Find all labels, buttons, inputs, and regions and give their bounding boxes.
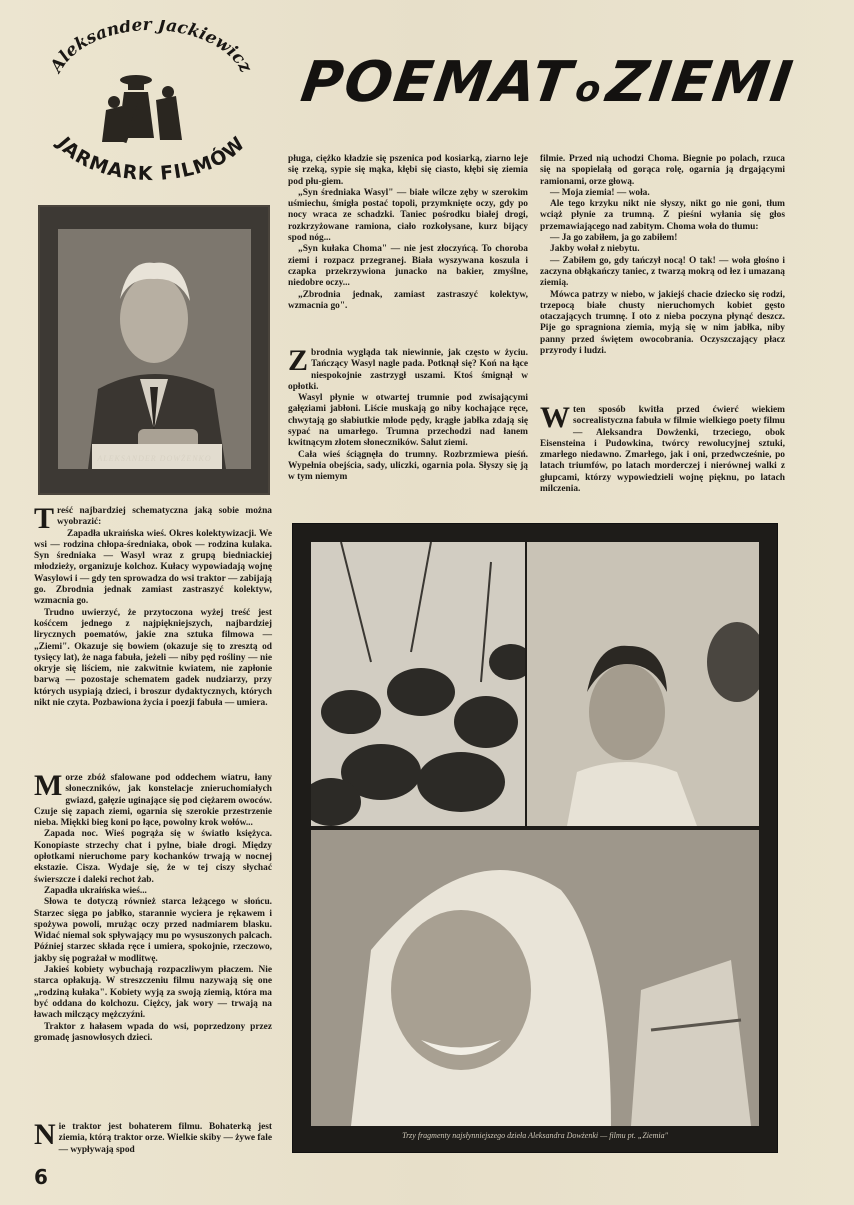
paragraph: Mówca patrzy w niebo, w jakiejś chacie dziecko się rodzi, trzepocą białe chusty nieruchomych kobiet gęsto otaczających trumnę. I oto z nieba poczyna płynąć deszcz. Pije go spragniona ziemia, myją się w nim jabłka, niby panny przed świętem owocobrania. Oczyszczający płacz przyrody i ludzi. bbox=[540, 289, 785, 357]
portrait-frame bbox=[38, 205, 270, 495]
sunflower-leaves-image-icon bbox=[311, 542, 525, 826]
paragraph: Cała wieś ściągnęła do trumny. Rozbrzmiewa pieśń. Wypełnia obejścia, sady, uliczki, ogarnia pola. Słyszy się ją w tym niemym bbox=[288, 449, 528, 483]
article-column-left-top bbox=[34, 502, 272, 709]
paragraph: Ale tego krzyku nikt nie słyszy, nikt go nie goni, tłum wciąż płynie za trumną. Z pieśni wyłania się głos przemawiającego nad zabitym. Choma woła do tłumu: bbox=[540, 199, 785, 232]
paragraph: Wasyl płynie w otwartej trumnie pod zwisającymi gałęziami jabłoni. Liście muskają go niby kochające ręce, chwytają go słabiutkie młode pędy, krągłe jabłka zdają się sypać na umarłego. Trumna przechodzi nad łanem kwitnącym złotem słoneczników. Salut ziemi. bbox=[288, 393, 528, 449]
paragraph: orze zbóż sfalowane pod oddechem wiatru, łany słoneczników, jak konstelacje znieruchomiałych gwiazd, gałęzie uginające się pod ciężarem owoców. Czuje się zapach ziemi, ogarnia się szerokie przestrzenie nieba. Miękki bieg koni po łące, powolny krok wołów... bbox=[34, 773, 272, 829]
portrait-illustration-icon bbox=[58, 229, 251, 469]
dropcap-t: T bbox=[34, 502, 55, 535]
paragraph: reść najbardziej schematyczna jaką sobie można wyobrazić: bbox=[57, 506, 272, 528]
paragraph: Jakby wołał z niebytu. bbox=[550, 244, 640, 255]
headline-part-1: POEMAT bbox=[297, 50, 578, 115]
film-still-woman-sunflower bbox=[527, 542, 759, 826]
portrait-caption: ALEKSANDER DOWŻENKO bbox=[97, 454, 212, 463]
dropcap-m: M bbox=[34, 769, 63, 802]
article-column-middle-bottom bbox=[288, 344, 528, 484]
woman-portrait-image-icon bbox=[527, 542, 759, 826]
paragraph: brodnia wygląda tak niewinnie, jak często w życiu. Tańczący Wasyl nagle pada. Potknął się? Koń na łące niespokojnie zastrzygł uszami. Ktoś śmignął w opłotki. bbox=[288, 348, 528, 392]
paragraph: Trudno uwierzyć, że przytoczona wyżej treść jest kośćcem jednego z najpiękniejszych, najbardziej lirycznych poematów, jakie zna sztuka filmowa — „Ziemi". Okazuje się bowiem (okazuje się to zresztą od tysięcy lat), że naga fabuła, jeżeli — niby pęd rośliny — nie okryje się liściem, nie zakwitnie kwiatem, nie zapłonie barwą — pozostaje schematem gadek nudziarzy, przy których usypiają dzieci, i broszur dydaktycznych, których nikt nie czyta. Pozbawiona życia i poezji fabuła — umiera. bbox=[34, 607, 272, 709]
paragraph: Zapadła ukraińska wieś. Okres kolektywizacji. We wsi — rodzina chłopa-średniaka, obok — rodzina kulaka. Syn średniaka — Wasyl wraz z grupą biedniackiej młodzieży, organizuje kolchoz. Kułacy wypowiadają wojnę Wasylowi i — gdy ten sprowadza do wsi traktor — zabijają go. Zbrodnia jednak zamiast zastraszyć kolektyw, wzmacnia go. bbox=[34, 528, 272, 607]
paragraph: ten sposób kwitła przed ćwierć wiekiem socrealistyczna fabuła w filmie wielkiego poety filmu — Aleksandra Dowżenki, trzeciego, obok Eisensteina i Pudowkina, twórcy rewolucyjnej sztuki, zmarłego niedawno. Zmarłego, jak i oni, przedwcześnie, po latach triumfów, po latach morderczej i nierównej walki z głupcami, którzy wypowiedzieli wojnę pięknu, po latach milczenia. bbox=[540, 405, 785, 495]
svg-text:Aleksander Jackiewicz bbox=[45, 20, 255, 78]
article-column-left-middle bbox=[34, 769, 272, 1044]
paragraph: „Syn kułaka Choma" — nie jest złoczyńcą. To choroba ziemi i rozpacz przegranej. Biała wyszywana koszula i czapka przekrzywiona junacko na bakier, zmyślne, niedobre oczy... bbox=[288, 244, 528, 289]
paragraph: — Zabiłem go, gdy tańczył nocą! O tak! — woła głośno i zaczyna obłąkańczy taniec, z twarzą mokrą od łez i umazaną ziemią. bbox=[540, 255, 785, 289]
film-still-woman-headscarf bbox=[311, 830, 759, 1126]
paragraph: Słowa te dotyczą również starca leżącego w słońcu. Starzec sięga po jabłko, starannie wyciera je rękawem i spożywa powoli, mrużąc oczy przed nadmiarem blasku. Widać niemal sok spływający mu po wysuszonych palcach. Później starzec składa ręce i umiera, spokojnie, rzeczowo, jakby się pograżał w modlitwę. bbox=[34, 897, 272, 964]
paragraph: — Ja go zabiłem, ja go zabiłem! bbox=[550, 233, 678, 244]
paragraph: Zapada noc. Wieś pogrąża się w światło księżyca. Konopiaste strzechy chat i pylne, białe drogi. Między opłotkami nieruchome pary kochanków trwają w nocnej ekstazie. Cisza. Wydaje się, że w tej ciszy słychać świerszcze i daleki rechot żab. bbox=[34, 829, 272, 885]
jarmark-filmow-emblem-icon bbox=[36, 20, 266, 190]
paragraph: „Syn średniaka Wasyl" — białe wilcze zęby w szerokim uśmiechu, śmigła postać topoli, przymknięte oczy, gdy po nocy wraca ze schadzki. Taniec pośrodku białej drogi, rozkrzyżowane ramiona, ciało rozkołysane, kurz bijący spod nóg... bbox=[288, 187, 528, 244]
woman-headscarf-image-icon bbox=[311, 830, 759, 1126]
dropcap-w: W bbox=[540, 401, 570, 434]
paragraph: Zapadła ukraińska wieś... bbox=[44, 885, 147, 896]
headline-part-3: ZIEMI bbox=[602, 50, 799, 115]
photo-caption: Trzy fragmenty najsłynniejszego dzieła Aleksandra Dowżenki — filmu pt. „Ziemia" bbox=[402, 1131, 668, 1140]
logo-series-text: JARMARK FILMÓW bbox=[52, 132, 250, 186]
paragraph: ie traktor jest bohaterem filmu. Bohaterką jest ziemia, którą traktor orze. Wielkie skiby — żywe fale — wypływają spod bbox=[58, 1122, 272, 1155]
headline-part-2: o bbox=[572, 69, 606, 110]
paragraph: Jakieś kobiety wybuchają rozpaczliwym płaczem. Nie starca opłakują. W streszczeniu filmu nazywają się one „rodziną kułaka". Kobiety wyją za swoją ziemią, która ma być oddana do kolchozu. Ciężcy, jak wory — trwają na ławach milczący mężczyźni. bbox=[34, 965, 272, 1021]
article-column-right-top bbox=[540, 154, 785, 357]
paragraph: pługa, ciężko kładzie się pszenica pod kosiarką, ziarno leje się rzeką, sypie się mąka, kłębi się ciasto, kłębi się ziemia pod płu-giem. bbox=[288, 154, 528, 187]
film-still-sunflowers bbox=[311, 542, 525, 826]
article-headline bbox=[294, 50, 807, 140]
paragraph: — Moja ziemia! — woła. bbox=[550, 187, 650, 198]
article-column-right-bottom bbox=[540, 401, 785, 495]
svg-text:JARMARK FILMÓW bbox=[51, 131, 249, 185]
dropcap-z: Z bbox=[288, 344, 309, 377]
article-column-left-bottom bbox=[34, 1118, 272, 1156]
paragraph: „Zbrodnia jednak, zamiast zastraszyć kolektyw, wzmacnia go". bbox=[288, 289, 528, 311]
author-portrait-photo bbox=[58, 229, 251, 469]
page-number: 6 bbox=[34, 1165, 48, 1189]
series-logo bbox=[36, 20, 266, 190]
film-stills-panel bbox=[292, 523, 778, 1153]
logo-author-text: Aleksander Jackiewicz bbox=[46, 20, 256, 77]
dropcap-n: N bbox=[34, 1118, 56, 1151]
paragraph: Traktor z hałasem wpada do wsi, poprzedzony przez gromadę jasnowłosych dzieci. bbox=[34, 1021, 272, 1043]
paragraph: filmie. Przed nią uchodzi Choma. Biegnie po polach, rzuca się na spopielałą od gorąca rolę, ogarnia ją drgającymi ramionami, orze głową. bbox=[540, 154, 785, 187]
article-column-middle-top bbox=[288, 154, 528, 312]
